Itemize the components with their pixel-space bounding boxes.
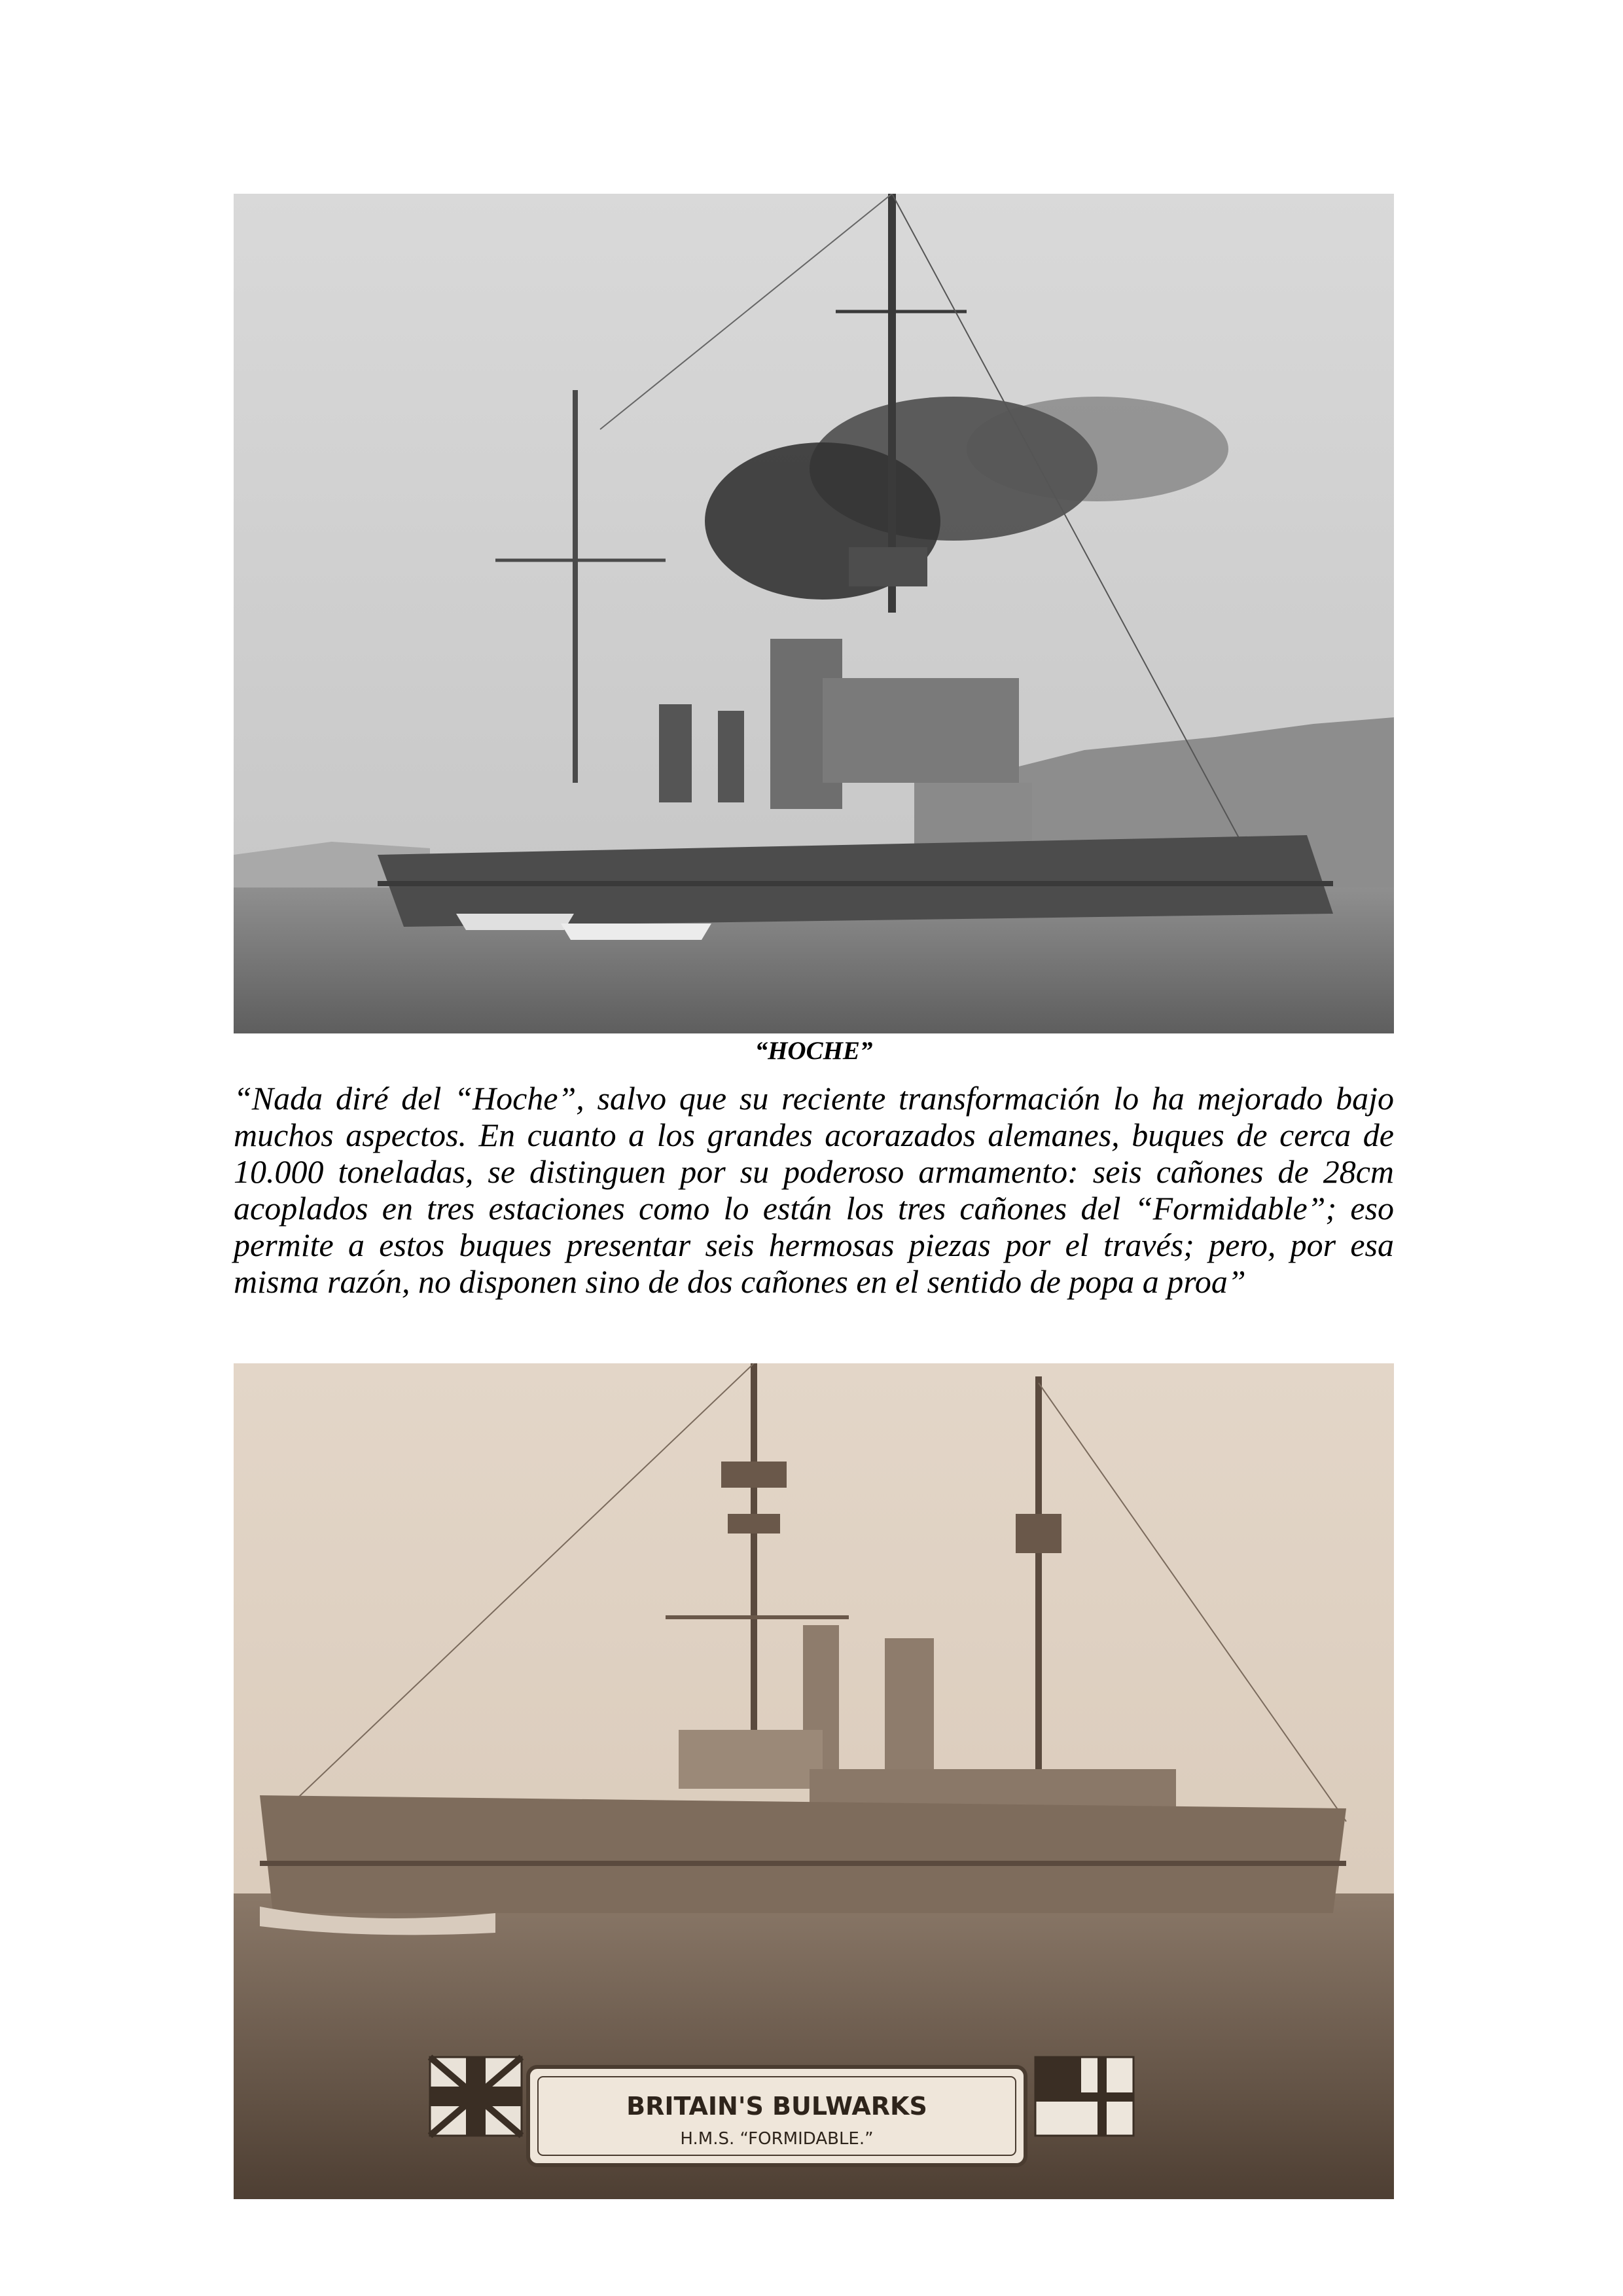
hoche-caption: “HOCHE”: [755, 1037, 873, 1065]
formidable-photo: [234, 1363, 1394, 2199]
quoted-paragraph: [234, 1080, 1394, 1300]
quote-line: acoplados en tres estaciones como lo están los tres cañones del “Formidable”; eso: [234, 1190, 1394, 1227]
quote-line: permite a estos buques presentar seis hermosas piezas por el través; pero, por esa: [234, 1227, 1394, 1263]
quote-line: “Nada diré del “Hoche”, salvo que su reciente transformación lo ha mejorado bajo: [234, 1080, 1394, 1117]
postcard-plaque: [528, 2067, 1026, 2165]
plaque-title: BRITAIN'S BULWARKS: [626, 2092, 927, 2121]
plaque-subtitle: H.M.S. “FORMIDABLE.”: [680, 2129, 874, 2149]
quote-line: 10.000 toneladas, se distinguen por su poderoso armamento: seis cañones de 28cm: [234, 1153, 1394, 1190]
ensign-flag-icon: [1035, 2057, 1133, 2136]
quote-line: misma razón, no disponen sino de dos cañones en el sentido de popa a proa”: [234, 1263, 1246, 1300]
quote-line: muchos aspectos. En cuanto a los grandes acorazados alemanes, buques de cerca de: [234, 1117, 1394, 1153]
hoche-photo: [234, 194, 1394, 1033]
union-flag-icon: [430, 2057, 522, 2136]
